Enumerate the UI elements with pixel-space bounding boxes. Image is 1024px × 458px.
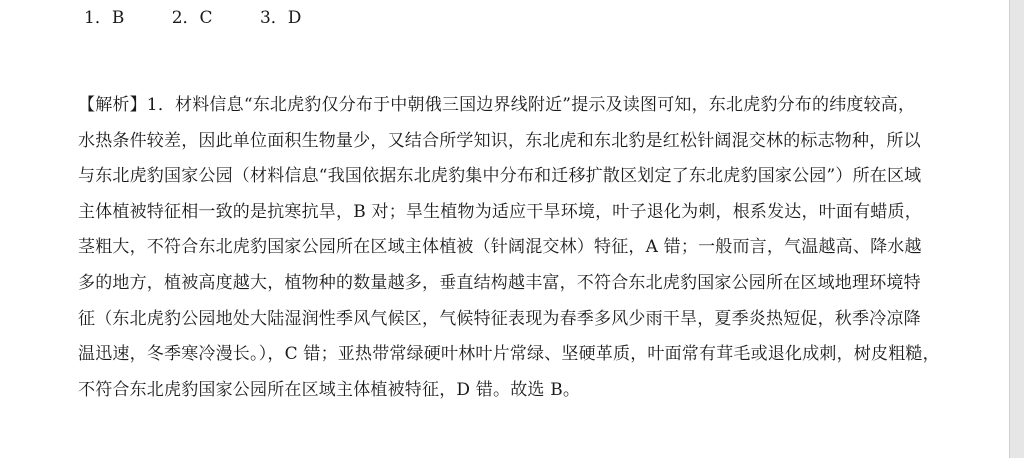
analysis-line: 茎粗大，不符合东北虎豹国家公园所在区域主体植被（针阔混交林）特征，A 错；一般而言，气温越高、降水越 [78, 237, 922, 258]
analysis-line: 征（东北虎豹公园地处大陆湿润性季风气候区，气候特征表现为春季多风少雨干旱，夏季炎热短促，秋季冷凉降 [78, 308, 921, 329]
analysis-line: 【解析】1．材料信息“东北虎豹仅分布于中朝俄三国边界线附近”提示及读图可知，东北虎豹分布的纬度较高， [78, 95, 916, 115]
answer-3: 3．D [259, 8, 302, 28]
analysis-line: 不符合东北虎豹国家公园所在区域主体植被特征，D 错。故选 B。 [78, 379, 581, 400]
analysis-line: 水热条件较差，因此单位面积生物量少，又结合所学知识，东北虎和东北豹是红松针阔混交林的标志物种，所以 [78, 130, 921, 151]
analysis-line: 与东北虎豹国家公园（材料信息“我国依据东北虎豹集中分布和迁移扩散区划定了东北虎豹国家公园”）所在区域 [78, 166, 922, 187]
page-edge-scrollbar[interactable] [1009, 0, 1024, 458]
answer-2: 2．C [171, 8, 213, 28]
answer-1: 1．B [84, 8, 125, 28]
analysis-line: 多的地方，植被高度越大，植物种的数量越多，垂直结构越丰富，不符合东北虎豹国家公园所在区域地理环境特 [78, 272, 921, 293]
analysis-line: 温迅速，冬季寒冷漫长。），C 错；亚热带常绿硬叶林叶片常绿、坚硬革质，叶面常有茸毛或退化成刺，树皮粗糙， [78, 344, 940, 365]
analysis-line: 主体植被特征相一致的是抗寒抗旱，B 对；旱生植物为适应干旱环境，叶子退化为刺，根系发达，叶面有蜡质， [78, 201, 922, 222]
analysis-paragraph [78, 88, 978, 408]
answer-key [84, 6, 343, 30]
